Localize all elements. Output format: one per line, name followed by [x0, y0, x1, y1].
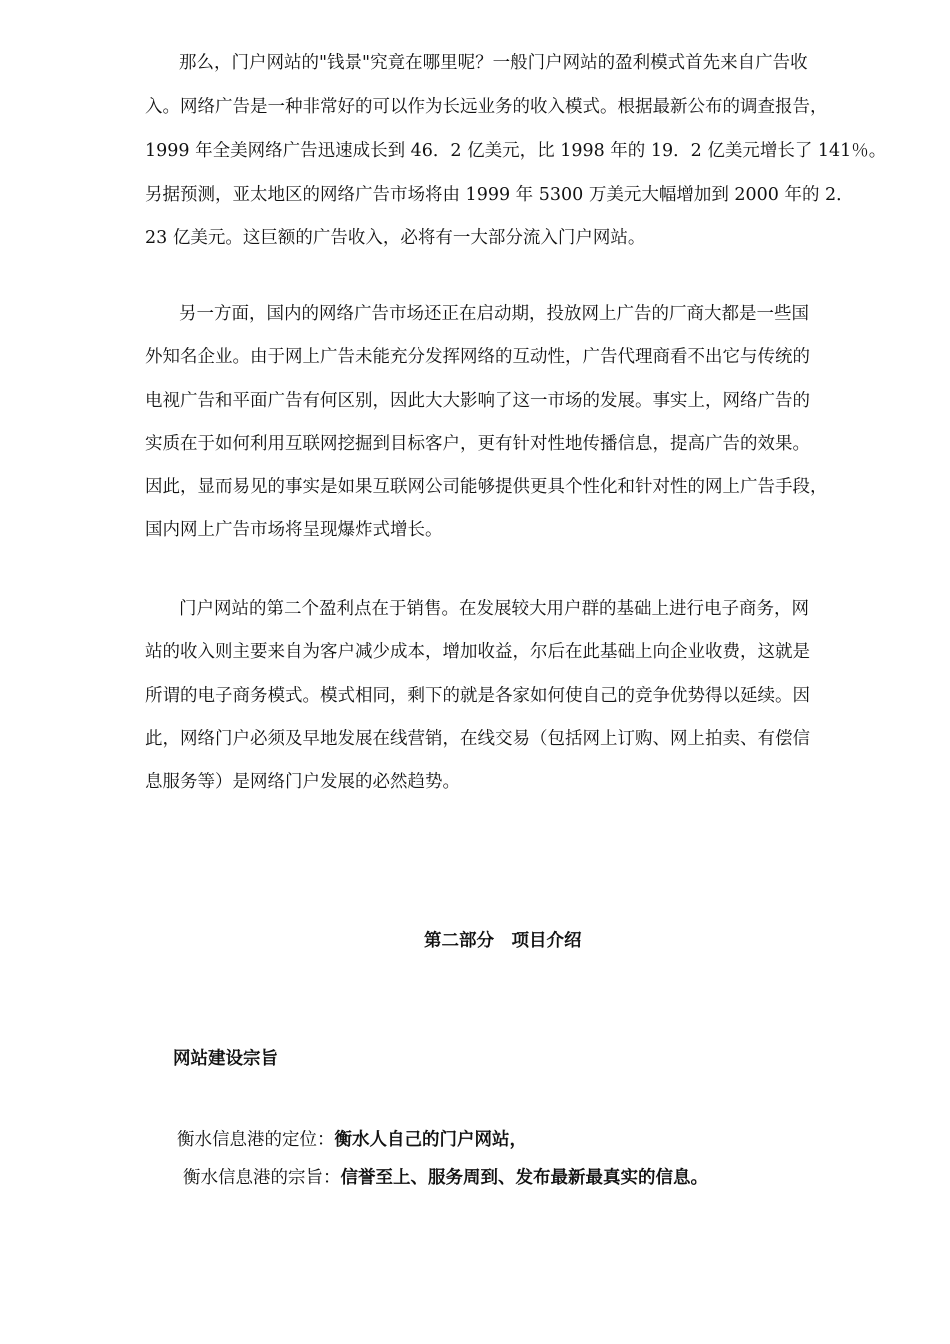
text-line: 息服务等）是网络门户发展的必然趋势。: [145, 772, 460, 792]
text-line: 实质在于如何利用互联网挖掘到目标客户，更有针对性地传播信息，提高广告的效果。: [145, 434, 810, 454]
text-line: 那么，门户网站的"钱景"究竟在哪里呢？一般门户网站的盈利模式首先来自广告收: [179, 53, 808, 73]
text-line: 另据预测，亚太地区的网络广告市场将由 1999 年 5300 万美元大幅增加到 2000 年的 2．: [145, 185, 854, 205]
text-line: 外知名企业。由于网上广告未能充分发挥网络的互动性，广告代理商看不出它与传统的: [145, 347, 810, 367]
text-line: 所谓的电子商务模式。模式相同，剩下的就是各家如何使自己的竞争优势得以延续。因: [145, 686, 810, 706]
text-line: 1999 年全美网络广告迅速成长到 46．2 亿美元，比 1998 年的 19．2 亿美元增长了 141％。: [145, 141, 887, 161]
text-line: 入。网络广告是一种非常好的可以作为长远业务的收入模式。根据最新公布的调查报告，: [145, 97, 828, 117]
text-line: 因此，显而易见的事实是如果互联网公司能够提供更具个性化和针对性的网上广告手段，: [145, 477, 828, 497]
text-line: 另一方面，国内的网络广告市场还正在启动期，投放网上广告的厂商大都是一些国: [179, 304, 809, 324]
positioning-label: 衡水信息港的定位：: [177, 1130, 335, 1150]
subsection-title: 网站建设宗旨: [173, 1049, 278, 1069]
positioning-value: 衡水人自己的门户网站，: [334, 1130, 527, 1150]
section-title: 第二部分 项目介绍: [424, 931, 582, 951]
purpose-value: 信誉至上、服务周到、发布最新最真实的信息。: [340, 1168, 708, 1188]
purpose-label: 衡水信息港的宗旨：: [183, 1168, 341, 1188]
text-line: 23 亿美元。这巨额的广告收入，必将有一大部分流入门户网站。: [145, 228, 646, 248]
text-line: 电视广告和平面广告有何区别，因此大大影响了这一市场的发展。事实上，网络广告的: [145, 391, 810, 411]
text-line: 站的收入则主要来自为客户减少成本，增加收益，尔后在此基础上向企业收费，这就是: [145, 642, 810, 662]
text-line: 国内网上广告市场将呈现爆炸式增长。: [145, 520, 443, 540]
text-line: 此，网络门户必须及早地发展在线营销，在线交易（包括网上订购、网上拍卖、有偿信: [145, 729, 810, 749]
text-line: 门户网站的第二个盈利点在于销售。在发展较大用户群的基础上进行电子商务，网: [179, 599, 809, 619]
purpose-line: [183, 1166, 708, 1190]
positioning-line: [177, 1128, 527, 1152]
